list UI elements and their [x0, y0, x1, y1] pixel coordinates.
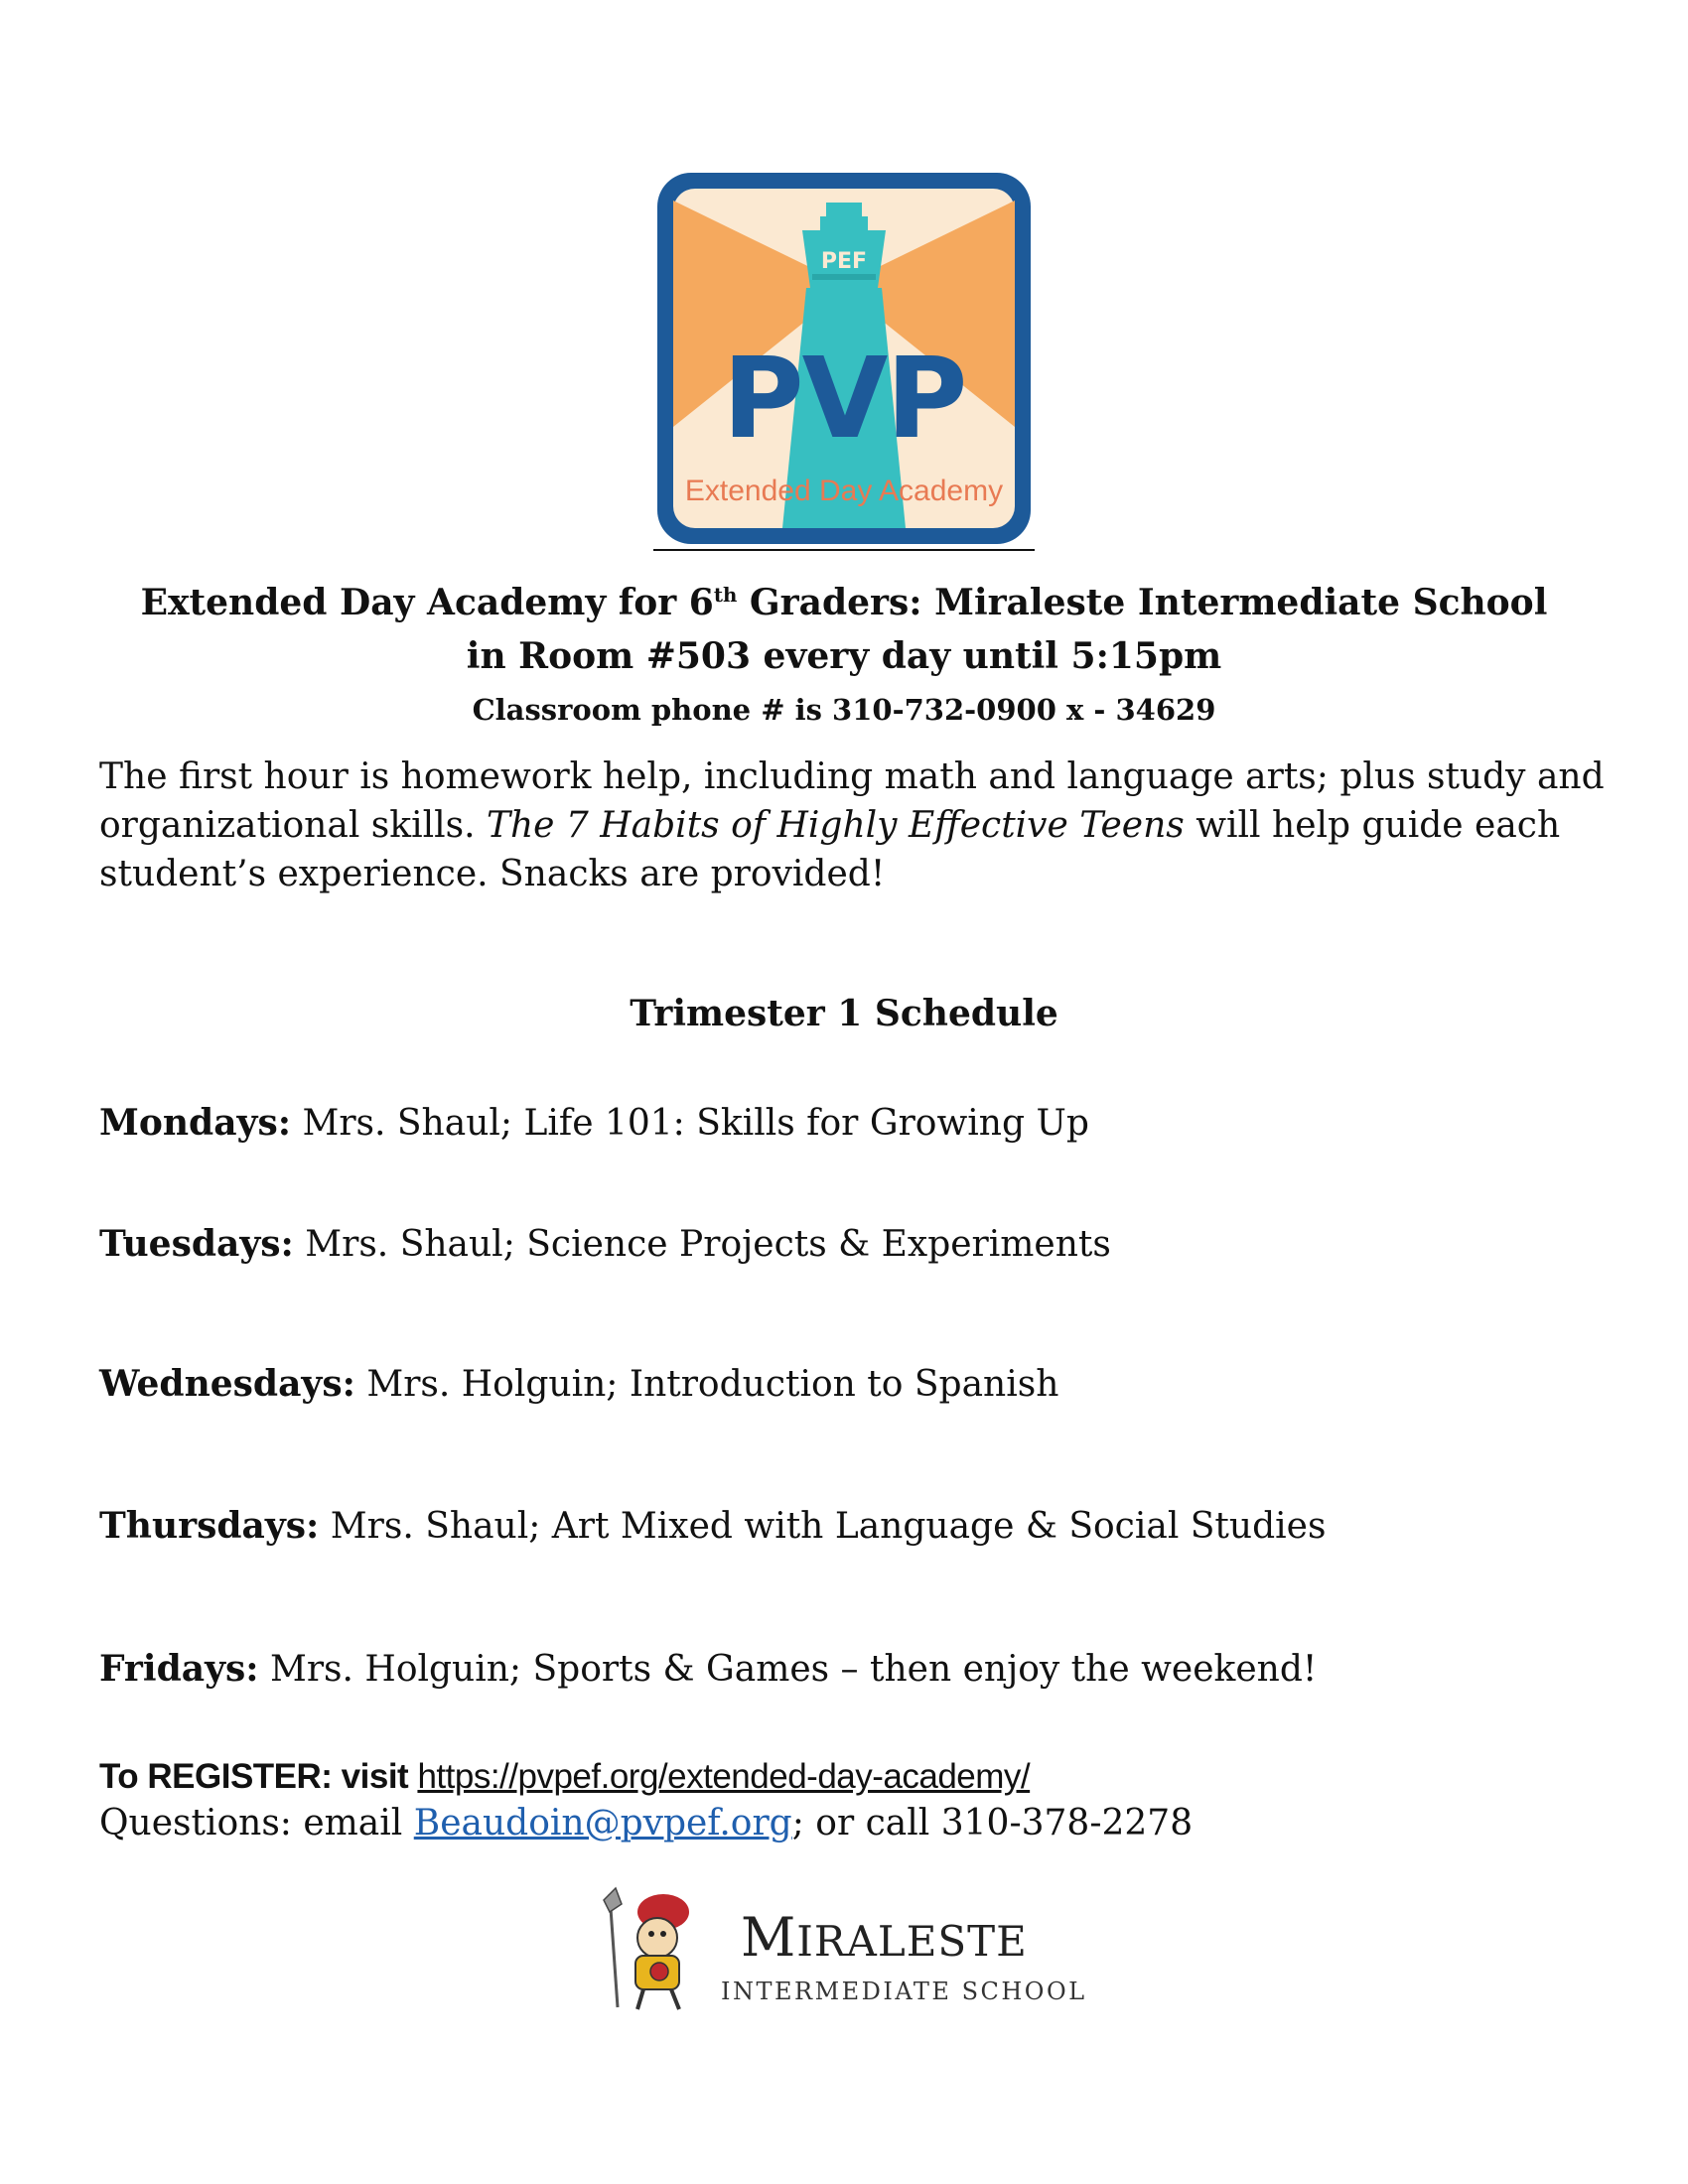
- logo-tag: PEF: [820, 249, 868, 274]
- heading-room-info: in Room #503 every day until 5:15pm: [466, 635, 1222, 677]
- register-link[interactable]: https://pvpef.org/extended-day-academy/: [417, 1757, 1031, 1796]
- intro-paragraph: The first hour is homework help, including math and language arts; plus study and organizational skills. The 7 Habits of Highly Effective Teens will help guide each student’s experience. Snacks are provided!: [99, 756, 1605, 894]
- schedule-title: Trimester 1 Schedule: [630, 993, 1058, 1034]
- miraleste-school-subtitle: INTERMEDIATE SCHOOL: [721, 1978, 1087, 2005]
- schedule-row-tuesday: Tuesdays: Mrs. Shaul; Science Projects & Experiments: [99, 1223, 1111, 1265]
- book-title: The 7 Habits of Highly Effective Teens: [486, 805, 1185, 846]
- email-link[interactable]: Beaudoin@pvpef.org: [413, 1803, 792, 1843]
- questions-line: Questions: email Beaudoin@pvpef.org; or call 310-378-2278: [99, 1803, 1194, 1843]
- miraleste-school-name: MIRALESTE: [741, 1906, 1028, 1969]
- schedule-row-monday: Mondays: Mrs. Shaul; Life 101: Skills for Growing Up: [99, 1102, 1089, 1144]
- register-line: [99, 1757, 1030, 1797]
- pvp-extended-day-academy-logo: [653, 169, 1035, 552]
- schedule-row-wednesday: Wednesdays: Mrs. Holguin; Introduction to Spanish: [99, 1363, 1059, 1405]
- logo-subtitle: Extended Day Academy: [684, 475, 1004, 507]
- heading-classroom-phone: Classroom phone # is 310-732-0900 x - 34629: [472, 693, 1216, 727]
- logo-wordmark: PVP: [722, 335, 966, 464]
- schedule-row-friday: Fridays: Mrs. Holguin; Sports & Games – then enjoy the weekend!: [99, 1648, 1318, 1690]
- heading-program-title: Extended Day Academy for 6th Graders: Miraleste Intermediate School: [140, 582, 1548, 623]
- register-label: To REGISTER: visit: [99, 1757, 418, 1796]
- knight-mascot-icon: [604, 1888, 689, 2009]
- schedule-row-thursday: Thursdays: Mrs. Shaul; Art Mixed with Language & Social Studies: [99, 1505, 1327, 1547]
